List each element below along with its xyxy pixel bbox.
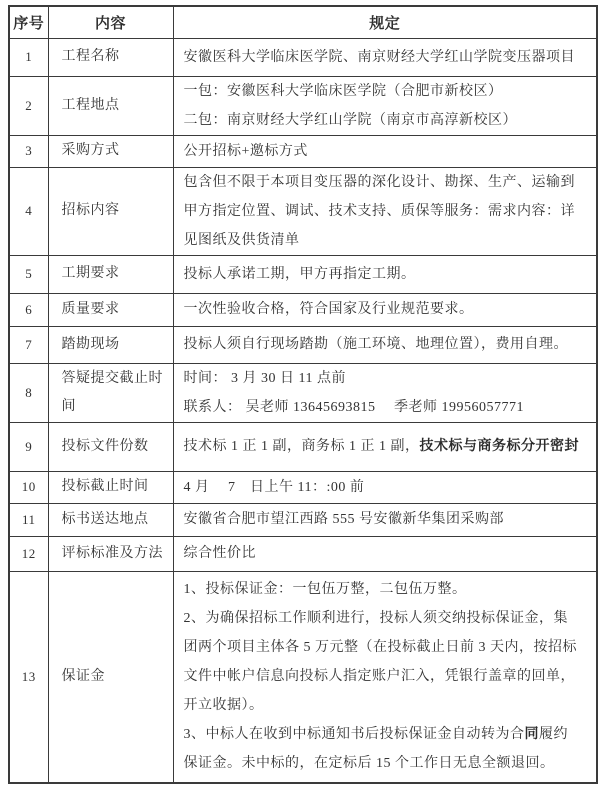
table-row: [9, 503, 597, 536]
row-number-cell: 9: [9, 422, 48, 471]
regulation-line: [184, 720, 595, 749]
header-content: 内容: [48, 6, 173, 38]
regulation-text: 投标人须自行现场踏勘（施工环境、地理位置），费用自理。: [183, 337, 568, 352]
table-row: [9, 167, 597, 255]
regulation-line: [184, 604, 595, 633]
regulation-line: [184, 432, 595, 461]
row-number-cell: 11: [9, 503, 48, 536]
row-number-cell: 6: [9, 293, 48, 326]
row-number-cell: 5: [9, 255, 48, 293]
regulation-line: [184, 393, 595, 422]
regulation-text: 投标人承诺工期，甲方再指定工期。: [183, 266, 416, 282]
regulation-line: [184, 260, 595, 289]
regulation-line: [184, 43, 595, 72]
regulation-text: 时间： 3 月 30 日 11 点前: [183, 370, 346, 386]
table-row: [9, 326, 597, 363]
row-regulation-cell: [173, 76, 597, 135]
row-regulation-cell: [173, 255, 597, 293]
table-body: [9, 38, 597, 783]
regulation-text: 包含但不限于本项目变压器的深化设计、勘探、生产、运输到: [183, 174, 575, 190]
row-label-cell: 工期要求: [48, 255, 173, 293]
row-number-cell: 2: [9, 76, 48, 135]
regulation-text: 文件中帐户信息向投标人指定账户汇入，凭银行盖章的回单，: [183, 669, 575, 685]
row-label-cell: 工程地点: [48, 76, 173, 135]
regulation-text: 技术标 1 正 1 副，商务标 1 正 1 副，: [183, 439, 420, 454]
row-number-cell: 8: [9, 363, 48, 422]
row-regulation-cell: [173, 38, 597, 76]
regulation-text: 保证金。未中标的，在定标后 15 个工作日无息全额退回。: [183, 756, 555, 772]
row-regulation-cell: [173, 571, 597, 783]
row-regulation-cell: [173, 293, 597, 326]
regulation-text: 2、为确保招标工作顺利进行，投标人须交纳投标保证金，集: [183, 611, 568, 627]
regulation-line: [184, 539, 595, 568]
row-number-cell: 13: [9, 571, 48, 783]
regulation-text: 安徽医科大学临床医学院、南京财经大学红山学院变压器项目: [183, 49, 575, 65]
table-row: [9, 38, 597, 76]
regulation-line: [184, 77, 595, 106]
row-label-cell: 评标标准及方法: [48, 536, 173, 571]
table-row: [9, 293, 597, 326]
regulation-line: [184, 575, 595, 604]
row-number-cell: 7: [9, 326, 48, 363]
regulation-line: [184, 168, 595, 197]
regulation-text: 3、中标人在收到中标通知书后投标保证金自动转为合: [183, 727, 525, 743]
header-regulation: 规定: [173, 6, 597, 38]
row-number-cell: 4: [9, 167, 48, 255]
regulation-line: [184, 662, 595, 691]
regulation-text: 履约: [539, 727, 568, 743]
regulation-text: 甲方指定位置、调试、技术支持、质保等服务：需求内容：详: [183, 203, 575, 219]
regulation-line: [184, 295, 595, 324]
regulation-text: 1、投标保证金：一包伍万整，二包伍万整。: [183, 582, 467, 598]
row-regulation-cell: [173, 167, 597, 255]
regulation-line: [184, 106, 595, 135]
regulation-line: [184, 197, 595, 226]
row-label-cell: 质量要求: [48, 293, 173, 326]
regulation-line: [184, 226, 595, 255]
row-regulation-cell: [173, 471, 597, 503]
regulation-text: 一次性验收合格，符合国家及行业规范要求。: [183, 302, 474, 317]
regulation-line: [184, 473, 595, 502]
regulation-text: 一包：安徽医科大学临床医学院（合肥市新校区）: [183, 83, 503, 99]
row-label-cell: 采购方式: [48, 135, 173, 167]
regulation-line: [184, 505, 595, 534]
regulation-text: 技术标与商务标分开密封: [419, 439, 579, 454]
row-regulation-cell: [173, 503, 597, 536]
header-no: 序号: [9, 6, 48, 38]
table-row: [9, 135, 597, 167]
row-number-cell: 10: [9, 471, 48, 503]
table-row: [9, 571, 597, 783]
row-regulation-cell: [173, 363, 597, 422]
regulation-line: [184, 137, 595, 166]
specifications-table: [8, 5, 598, 784]
table-row: [9, 363, 597, 422]
regulation-text: 4 月 7 日上午 11：:00 前: [183, 479, 365, 495]
regulation-line: [184, 330, 595, 359]
row-label-cell: 答疑提交截止时间: [48, 363, 173, 422]
regulation-text: 开立收据）。: [183, 698, 264, 714]
regulation-line: [184, 633, 595, 662]
row-label-cell: 投标截止时间: [48, 471, 173, 503]
row-label-cell: 踏勘现场: [48, 326, 173, 363]
regulation-line: [184, 364, 595, 393]
table-row: [9, 255, 597, 293]
table-row: [9, 76, 597, 135]
row-label-cell: 保证金: [48, 571, 173, 783]
header-row: [9, 6, 597, 38]
table-row: [9, 536, 597, 571]
row-regulation-cell: [173, 536, 597, 571]
row-label-cell: 招标内容: [48, 167, 173, 255]
table-row: [9, 471, 597, 503]
regulation-text: 综合性价比: [183, 546, 256, 561]
regulation-text: 二包：南京财经大学红山学院（南京市高淳新校区）: [183, 112, 517, 128]
row-number-cell: 3: [9, 135, 48, 167]
regulation-text: 安徽省合肥市望江西路 555 号安徽新华集团采购部: [183, 512, 504, 527]
regulation-text: 公开招标+邀标方式: [183, 143, 308, 159]
row-label-cell: 投标文件份数: [48, 422, 173, 471]
regulation-line: [184, 691, 595, 720]
regulation-text: 同: [524, 727, 539, 743]
row-label-cell: 工程名称: [48, 38, 173, 76]
regulation-text: 团两个项目主体各 5 万元整（在投标截止日前 3 天内，按招标: [183, 640, 577, 656]
regulation-text: 见图纸及供货清单: [183, 232, 300, 248]
table-row: [9, 422, 597, 471]
regulation-text: 联系人： 吴老师 13645693815 季老师 19956057771: [183, 399, 524, 415]
row-regulation-cell: [173, 135, 597, 167]
row-label-cell: 标书送达地点: [48, 503, 173, 536]
row-regulation-cell: [173, 326, 597, 363]
row-number-cell: 12: [9, 536, 48, 571]
row-number-cell: 1: [9, 38, 48, 76]
regulation-line: [184, 749, 595, 778]
row-regulation-cell: [173, 422, 597, 471]
